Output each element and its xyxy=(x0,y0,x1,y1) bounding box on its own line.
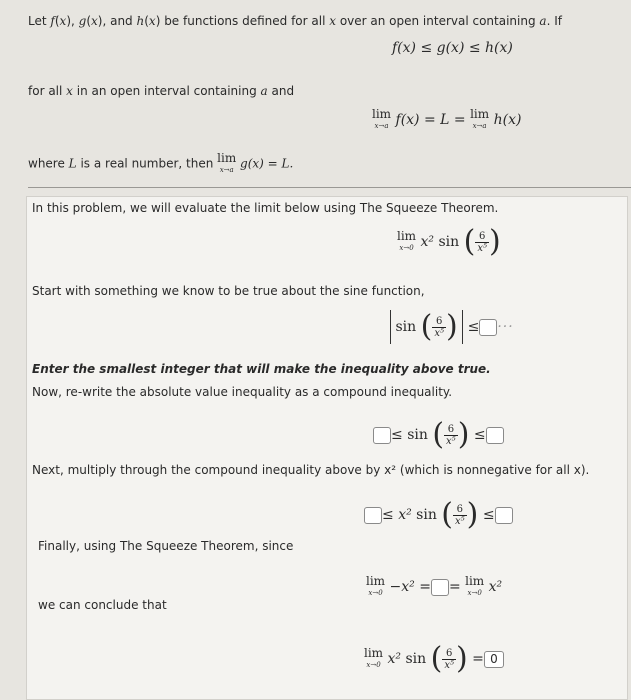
problem-panel xyxy=(26,196,628,700)
step-1-text: Start with something we know to be true about the sine function, xyxy=(32,284,425,298)
final-limit: lim x→0 x² sin ( $\frac{6}{\text{x⁵}}$ ) = 0 xyxy=(364,644,504,674)
limit-equation: lim x→a f(x) = L = lim x→a h(x) xyxy=(372,107,522,130)
step-2-text: Now, re-write the absolute value inequality as a compound inequality. xyxy=(32,385,453,399)
bounding-limit-input[interactable] xyxy=(431,579,449,596)
step-4-text: Finally, using The Squeeze Theorem, since xyxy=(38,539,294,553)
bounding-limits: lim x→0 −x² = = lim x→0 x² xyxy=(366,574,503,597)
squeeze-inequality: f(x) ≤ g(x) ≤ h(x) xyxy=(392,40,513,56)
intro-line-2: for all x in an open interval containing a and xyxy=(28,84,295,98)
section-divider xyxy=(28,187,631,188)
instruction-text: Enter the smallest integer that will make the inequality above true. xyxy=(32,362,491,376)
target-limit: lim x→0 x² sin ( $\frac{6}{\text{x⁵}}$ ) xyxy=(397,224,501,259)
step-3-text: Next, multiply through the compound inequality above by x² (which is nonnegative for all x). xyxy=(32,463,590,477)
problem-intro: In this problem, we will evaluate the limit below using The Squeeze Theorem. xyxy=(32,201,499,215)
lower-product-input[interactable] xyxy=(364,507,382,524)
compound-inequality: ≤ sin ( $\frac{6}{\text{x⁵}}$ ) ≤ xyxy=(373,420,504,450)
intro-line-1: Let f(x), g(x), and h(x) be functions defined for all x over an open interval containing a. If xyxy=(28,14,562,28)
upper-bound-input-2[interactable] xyxy=(486,427,504,444)
conclude-text: we can conclude that xyxy=(38,598,167,612)
final-answer-input[interactable]: 0 xyxy=(484,651,504,668)
intro-line-3: where L is a real number, then lim x→a g(x) = L. xyxy=(28,151,294,174)
upper-product-input[interactable] xyxy=(495,507,513,524)
multiplied-inequality: ≤ x² sin ( $\frac{6}{\text{x⁵}}$ ) ≤ xyxy=(364,500,513,530)
abs-sine-inequality: sin ( $\frac{6}{\text{x⁵}}$ ) ≤ ··· xyxy=(390,310,514,344)
lower-bound-input[interactable] xyxy=(373,427,391,444)
upper-bound-input[interactable] xyxy=(479,319,497,336)
